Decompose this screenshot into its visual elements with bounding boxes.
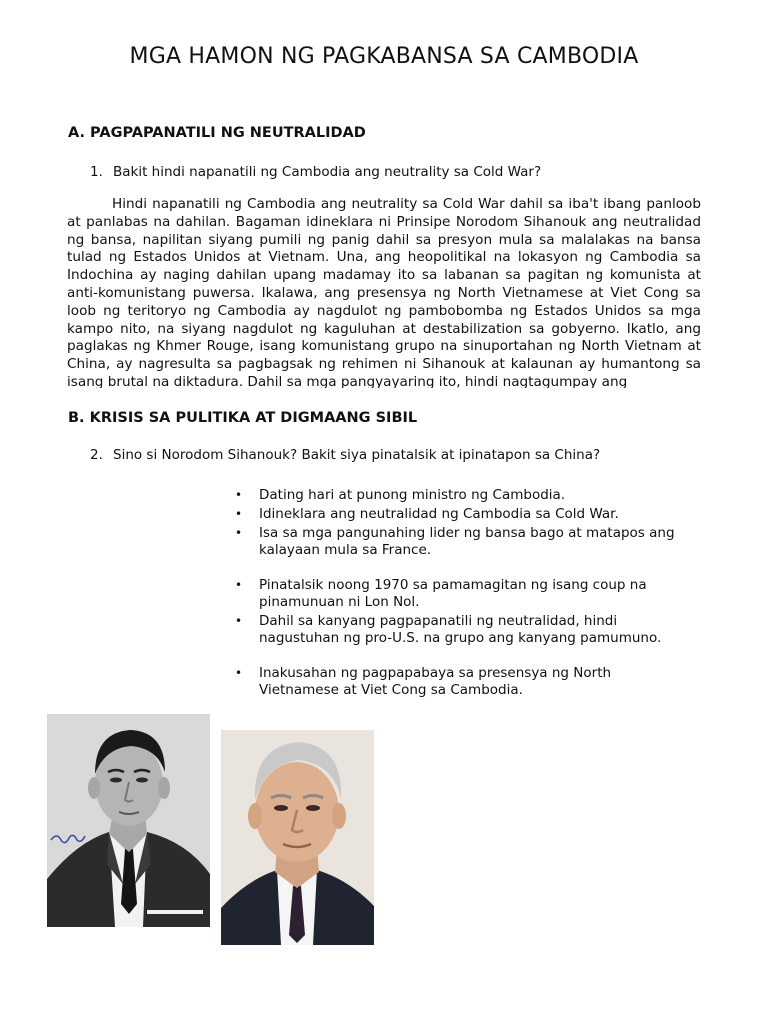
list-item [232, 506, 692, 523]
question-2-number: 2. [90, 447, 103, 463]
list-item-text: Inakusahan ng pagpapabaya sa presensya ng North Vietnamese at Viet Cong sa Cambodia. [259, 665, 612, 698]
list-item-text: Dating hari at punong ministro ng Cambodia. [259, 487, 566, 503]
question-2-text: Sino si Norodom Sihanouk? Bakit siya pinatalsik at ipinatapon sa China? [113, 447, 601, 463]
list-item [232, 487, 692, 504]
portrait-photo-color [221, 730, 374, 945]
bullet-icon: • [235, 507, 243, 521]
question-1 [90, 164, 541, 180]
list-item [232, 613, 692, 647]
section-heading-a: A. PAGPAPANATILI NG NEUTRALIDAD [68, 125, 366, 141]
bullet-icon: • [235, 666, 243, 680]
question-2 [90, 447, 600, 463]
portrait-bw-illustration [47, 714, 210, 927]
section-heading-b: B. KRISIS SA PULITIKA AT DIGMAANG SIBIL [68, 410, 418, 426]
list-item-text: Isa sa mga pangunahing lider ng bansa bago at matapos ang kalayaan mula sa France. [259, 525, 675, 558]
question-1-text: Bakit hindi napanatili ng Cambodia ang neutrality sa Cold War? [113, 164, 542, 180]
sihanouk-bullet-list [232, 487, 692, 701]
list-item-text: Idineklara ang neutralidad ng Cambodia sa Cold War. [259, 506, 619, 522]
portrait-photo-bw [47, 714, 210, 927]
list-item [232, 665, 692, 699]
list-item-text: Pinatalsik noong 1970 sa pamamagitan ng isang coup na pinamunuan ni Lon Nol. [259, 577, 647, 610]
list-item [232, 577, 692, 611]
question-1-number: 1. [90, 164, 103, 180]
answer-paragraph: Hindi napanatili ng Cambodia ang neutrality sa Cold War dahil sa iba't ibang panloob at panlabas na dahilan. Bagaman idineklara ni Prinsipe Norodom Sihanouk ang neutralidad ng bansa, napilitan siyang pumili ng panig dahil sa presyon mula sa malalakas na bansa tulad ng Estados Unidos at Vietnam. Una, ang heopolitikal na lokasyon ng Cambodia sa Indochina ay naging dahilan upang madamay ito sa labanan sa pagitan ng komunista at anti-komunistang puwersa. Ikalawa, ang presensya ng North Vietnamese at Viet Cong sa loob ng teritoryo ng Cambodia ay nagdulot ng pambobomba ng Estados Unidos sa mga kampo nito, na siyang nagdulot ng kaguluhan at destabilization sa gobyerno. Ikatlo, ang paglakas ng Khmer Rouge, isang komunistang grupo na sinuportahan ng North Vietnam at China, ay nagresulta sa pagbagsak ng rehimen ni Sihanouk at kalaunan ay humantong sa isang brutal na diktadura. Dahil sa mga pangyayaring ito, hindi nagtagumpay ang [67, 196, 701, 388]
bullet-icon: • [235, 526, 243, 540]
bullet-icon: • [235, 614, 243, 628]
bullet-icon: • [235, 578, 243, 592]
list-item [232, 525, 692, 559]
list-item-text: Dahil sa kanyang pagpapanatili ng neutralidad, hindi nagustuhan ng pro-U.S. na grupo ang kanyang pamumuno. [259, 613, 662, 646]
portrait-color-illustration [221, 730, 374, 945]
page-title: MGA HAMON NG PAGKABANSA SA CAMBODIA [129, 44, 639, 69]
bullet-icon: • [235, 488, 243, 502]
